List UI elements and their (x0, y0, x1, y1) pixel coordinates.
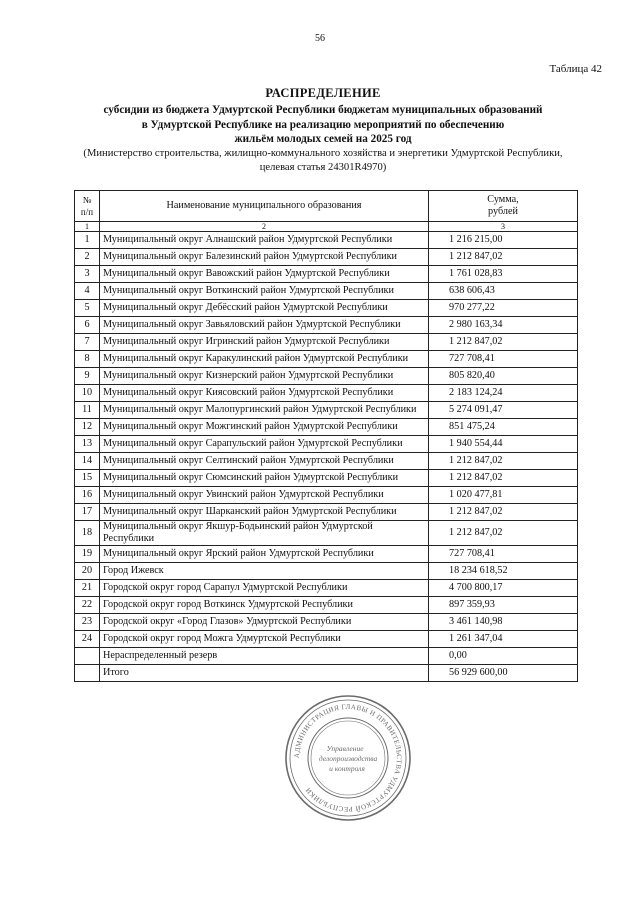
row-number: 18 (75, 521, 100, 546)
row-number (75, 648, 100, 665)
row-name: Муниципальный округ Ярский район Удмуртской Республики (100, 546, 429, 563)
row-sum: 3 461 140,98 (429, 614, 578, 631)
table-row (75, 300, 578, 317)
table-row (75, 283, 578, 300)
row-number: 16 (75, 487, 100, 504)
row-name: Городской округ «Город Глазов» Удмуртской Республики (100, 614, 429, 631)
document-title: РАСПРЕДЕЛЕНИЕ (265, 86, 381, 100)
row-name: Муниципальный округ Алнашский район Удмуртской Республики (100, 232, 429, 249)
subtitle-line-1: субсидии из бюджета Удмуртской Республики бюджетам муниципальных образований (103, 104, 543, 116)
row-number: 1 (75, 232, 100, 249)
row-number: 17 (75, 504, 100, 521)
table-row (75, 368, 578, 385)
row-number: 12 (75, 419, 100, 436)
row-sum: 1 216 215,00 (429, 232, 578, 249)
table-row (75, 266, 578, 283)
row-name: Городской округ город Можга Удмуртской Республики (100, 631, 429, 648)
row-sum: 1 212 847,02 (429, 334, 578, 351)
table-row (75, 232, 578, 249)
table-row (75, 504, 578, 521)
table-label: Таблица 42 (549, 63, 602, 75)
subtitle-line-3: жильём молодых семей на 2025 год (234, 133, 412, 145)
subtitle-line-2: в Удмуртской Республике на реализацию мероприятий по обеспечению (141, 118, 505, 131)
table-row (75, 631, 578, 648)
row-name: Муниципальный округ Вавожский район Удмуртской Республики (100, 266, 429, 283)
row-sum: 0,00 (429, 648, 578, 665)
table-row (75, 665, 578, 682)
row-number: 7 (75, 334, 100, 351)
row-name: Муниципальный округ Завьяловский район Удмуртской Республики (100, 317, 429, 334)
svg-text:Управление делопроизводств (319, 744, 379, 773)
row-number: 15 (75, 470, 100, 487)
row-number: 14 (75, 453, 100, 470)
row-name: Муниципальный округ Кизнерский район Удмуртской Республики (100, 368, 429, 385)
table-row (75, 419, 578, 436)
stamp-center-line: делопроизводства (318, 754, 378, 763)
row-name: Муниципальный округ Дебёсский район Удмуртской Республики (100, 300, 429, 317)
column-number: 1 (75, 222, 100, 232)
row-sum: 1 940 554,44 (429, 436, 578, 453)
row-name: Муниципальный округ Шарканский район Удмуртской Республики (100, 504, 429, 521)
row-name: Муниципальный округ Малопургинский район Удмуртской Республики (100, 402, 429, 419)
header-number-line-1: № (82, 195, 92, 205)
row-name: Город Ижевск (100, 563, 429, 580)
table-row (75, 402, 578, 419)
header-sum (429, 191, 578, 222)
header-number (75, 191, 100, 222)
table-row (75, 487, 578, 504)
row-name: Муниципальный округ Киясовский район Удмуртской Республики (100, 385, 429, 402)
row-name: Муниципальный округ Увинский район Удмуртской Республики (100, 487, 429, 504)
row-sum: 727 708,41 (429, 546, 578, 563)
row-name: Муниципальный округ Каракулинский район Удмуртской Республики (100, 351, 429, 368)
row-name: Городской округ город Сарапул Удмуртской Республики (100, 580, 429, 597)
header-name: Наименование муниципального образования (100, 191, 429, 222)
column-number: 3 (429, 222, 578, 232)
stamp-ring-text: АДМИНИСТРАЦИЯ ГЛАВЫ И ПРАВИТЕЛЬСТВА УДМУРТСКОЙ РЕСПУБЛИКИ (292, 702, 404, 814)
row-sum: 4 700 800,17 (429, 580, 578, 597)
row-name: Муниципальный округ Можгинский район Удмуртской Республики (100, 419, 429, 436)
table-row (75, 580, 578, 597)
row-name: Городской округ город Воткинск Удмуртской Республики (100, 597, 429, 614)
column-number: 2 (100, 222, 429, 232)
table-row (75, 546, 578, 563)
row-sum: 970 277,22 (429, 300, 578, 317)
table-row (75, 334, 578, 351)
row-sum: 56 929 600,00 (429, 665, 578, 682)
row-sum: 5 274 091,47 (429, 402, 578, 419)
row-number: 19 (75, 546, 100, 563)
table-row (75, 521, 578, 546)
stamp-center-line: и контроля (329, 764, 365, 773)
row-sum: 1 212 847,02 (429, 470, 578, 487)
row-number (75, 665, 100, 682)
row-number: 11 (75, 402, 100, 419)
row-sum: 1 020 477,81 (429, 487, 578, 504)
row-sum: 2 183 124,24 (429, 385, 578, 402)
row-number: 10 (75, 385, 100, 402)
stamp-center-line: Управление (326, 744, 364, 753)
table-row (75, 385, 578, 402)
row-sum: 897 359,93 (429, 597, 578, 614)
row-sum: 1 212 847,02 (429, 521, 578, 546)
row-name: Муниципальный округ Якшур-Бодьинский район Удмуртской Республики (100, 521, 429, 546)
row-sum: 1 212 847,02 (429, 249, 578, 266)
row-number: 23 (75, 614, 100, 631)
row-number: 5 (75, 300, 100, 317)
row-name: Муниципальный округ Сарапульский район Удмуртской Республики (100, 436, 429, 453)
row-number: 22 (75, 597, 100, 614)
row-number: 3 (75, 266, 100, 283)
row-name: Муниципальный округ Игринский район Удмуртской Республики (100, 334, 429, 351)
row-name: Нераспределенный резерв (100, 648, 429, 665)
header-row (75, 191, 578, 222)
row-sum: 18 234 618,52 (429, 563, 578, 580)
table-row (75, 563, 578, 580)
column-number-row (75, 222, 578, 232)
title-block (40, 86, 606, 176)
row-sum: 1 212 847,02 (429, 504, 578, 521)
row-number: 8 (75, 351, 100, 368)
row-sum: 638 606,43 (429, 283, 578, 300)
row-number: 6 (75, 317, 100, 334)
table-row (75, 317, 578, 334)
row-number: 24 (75, 631, 100, 648)
row-sum: 727 708,41 (429, 351, 578, 368)
row-sum: 1 261 347,04 (429, 631, 578, 648)
table-row (75, 597, 578, 614)
row-number: 13 (75, 436, 100, 453)
row-number: 2 (75, 249, 100, 266)
header-number-line-2: п/п (80, 207, 94, 217)
table-row (75, 249, 578, 266)
distribution-table (74, 190, 578, 682)
row-number: 9 (75, 368, 100, 385)
row-name: Муниципальный округ Воткинский район Удмуртской Республики (100, 283, 429, 300)
table-row (75, 470, 578, 487)
row-sum: 1 212 847,02 (429, 453, 578, 470)
row-sum: 851 475,24 (429, 419, 578, 436)
row-name: Муниципальный округ Селтинский район Удмуртской Республики (100, 453, 429, 470)
table-row (75, 453, 578, 470)
official-stamp (283, 693, 413, 823)
row-name: Итого (100, 665, 429, 682)
table-row (75, 436, 578, 453)
row-number: 20 (75, 563, 100, 580)
row-number: 4 (75, 283, 100, 300)
header-sum-line-2: рублей (488, 206, 518, 217)
row-sum: 1 761 028,83 (429, 266, 578, 283)
row-sum: 805 820,40 (429, 368, 578, 385)
note-line-2: целевая статья 24301R4970) (259, 162, 387, 173)
header-sum-line-1: Сумма, (487, 194, 519, 205)
table-row (75, 648, 578, 665)
row-name: Муниципальный округ Балезинский район Удмуртской Республики (100, 249, 429, 266)
note-line-1: (Министерство строительства, жилищно-коммунального хозяйства и энергетики Удмуртской Республики, (83, 147, 563, 159)
row-number: 21 (75, 580, 100, 597)
table-body (75, 232, 578, 682)
table-row (75, 351, 578, 368)
row-name: Муниципальный округ Сюмсинский район Удмуртской Республики (100, 470, 429, 487)
row-sum: 2 980 163,34 (429, 317, 578, 334)
table-row (75, 614, 578, 631)
page-number: 56 (315, 33, 325, 44)
